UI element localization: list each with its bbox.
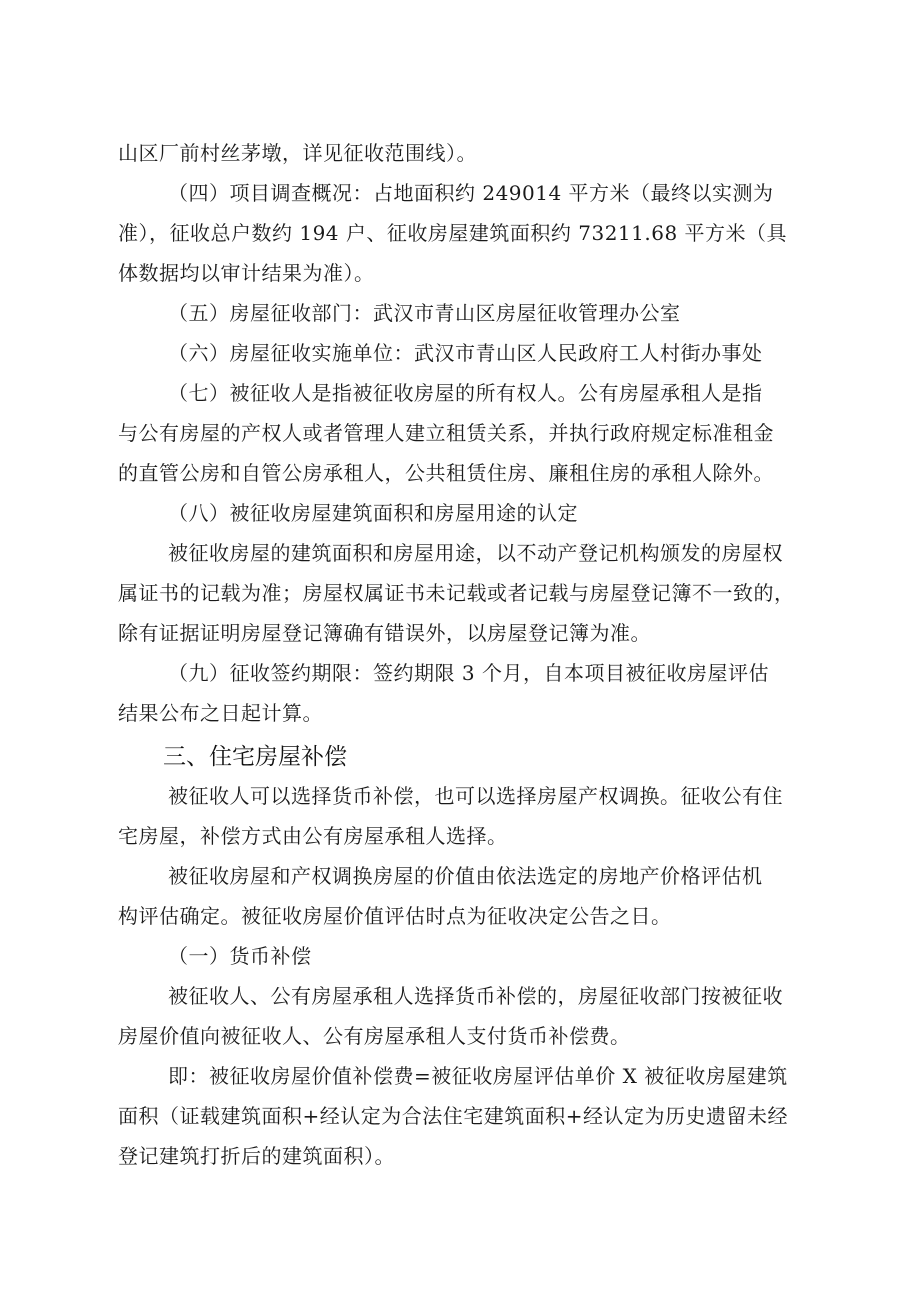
paragraph-line: （四）项目调查概况：占地面积约 249014 平方米（最终以实测为 (168, 181, 774, 205)
paragraph-line: （八）被征收房屋建筑面积和房屋用途的认定 (168, 501, 578, 525)
paragraph-line: 被征收房屋和产权调换房屋的价值由依法选定的房地产价格评估机 (168, 864, 763, 888)
paragraph-line: （九）征收签约期限：签约期限 3 个月，自本项目被征收房屋评估 (168, 661, 769, 685)
paragraph-line: （六）房屋征收实施单位：武汉市青山区人民政府工人村街办事处 (168, 341, 763, 365)
paragraph-line: （五）房屋征收部门：武汉市青山区房屋征收管理办公室 (168, 301, 681, 325)
paragraph-line: 被征收人可以选择货币补偿，也可以选择房屋产权调换。征收公有住 (168, 784, 783, 808)
paragraph-line: 宅房屋，补偿方式由公有房屋承租人选择。 (118, 824, 508, 848)
paragraph-line: 被征收房屋的建筑面积和房屋用途，以不动产登记机构颁发的房屋权 (168, 541, 783, 565)
paragraph-line: 除有证据证明房屋登记簿确有错误外，以房屋登记簿为准。 (118, 621, 651, 645)
paragraph-line: 准），征收总户数约 194 户、征收房屋建筑面积约 73211.68 平方米（具 (118, 221, 788, 245)
paragraph-line: 被征收人、公有房屋承租人选择货币补偿的，房屋征收部门按被征收 (168, 984, 783, 1008)
subsection-heading: （一）货币补偿 (168, 944, 312, 968)
formula-line: 即：被征收房屋价值补偿费=被征收房屋评估单价 X 被征收房屋建筑 (168, 1064, 788, 1088)
section-heading: 三、住宅房屋补偿 (163, 744, 347, 770)
paragraph-line: 结果公布之日起计算。 (118, 701, 323, 725)
paragraph-line: 属证书的记载为准；房屋权属证书未记载或者记载与房屋登记簿不一致的， (118, 581, 795, 605)
paragraph-line: 的直管公房和自管公房承租人，公共租赁住房、廉租住房的承租人除外。 (118, 461, 774, 485)
paragraph-line: 与公有房屋的产权人或者管理人建立租赁关系，并执行政府规定标准租金 (118, 421, 774, 445)
paragraph-line: （七）被征收人是指被征收房屋的所有权人。公有房屋承租人是指 (168, 381, 763, 405)
paragraph-line: 构评估确定。被征收房屋价值评估时点为征收决定公告之日。 (118, 904, 672, 928)
paragraph-line: 房屋价值向被征收人、公有房屋承租人支付货币补偿费。 (118, 1024, 631, 1048)
paragraph-line: 登记建筑打折后的建筑面积）。 (118, 1144, 395, 1168)
paragraph-line: 体数据均以审计结果为准）。 (118, 261, 375, 285)
paragraph-line: 面积（证载建筑面积+经认定为合法住宅建筑面积+经认定为历史遗留未经 (118, 1104, 789, 1128)
paragraph-line: 山区厂前村丝茅墩，详见征收范围线）。 (118, 141, 477, 165)
